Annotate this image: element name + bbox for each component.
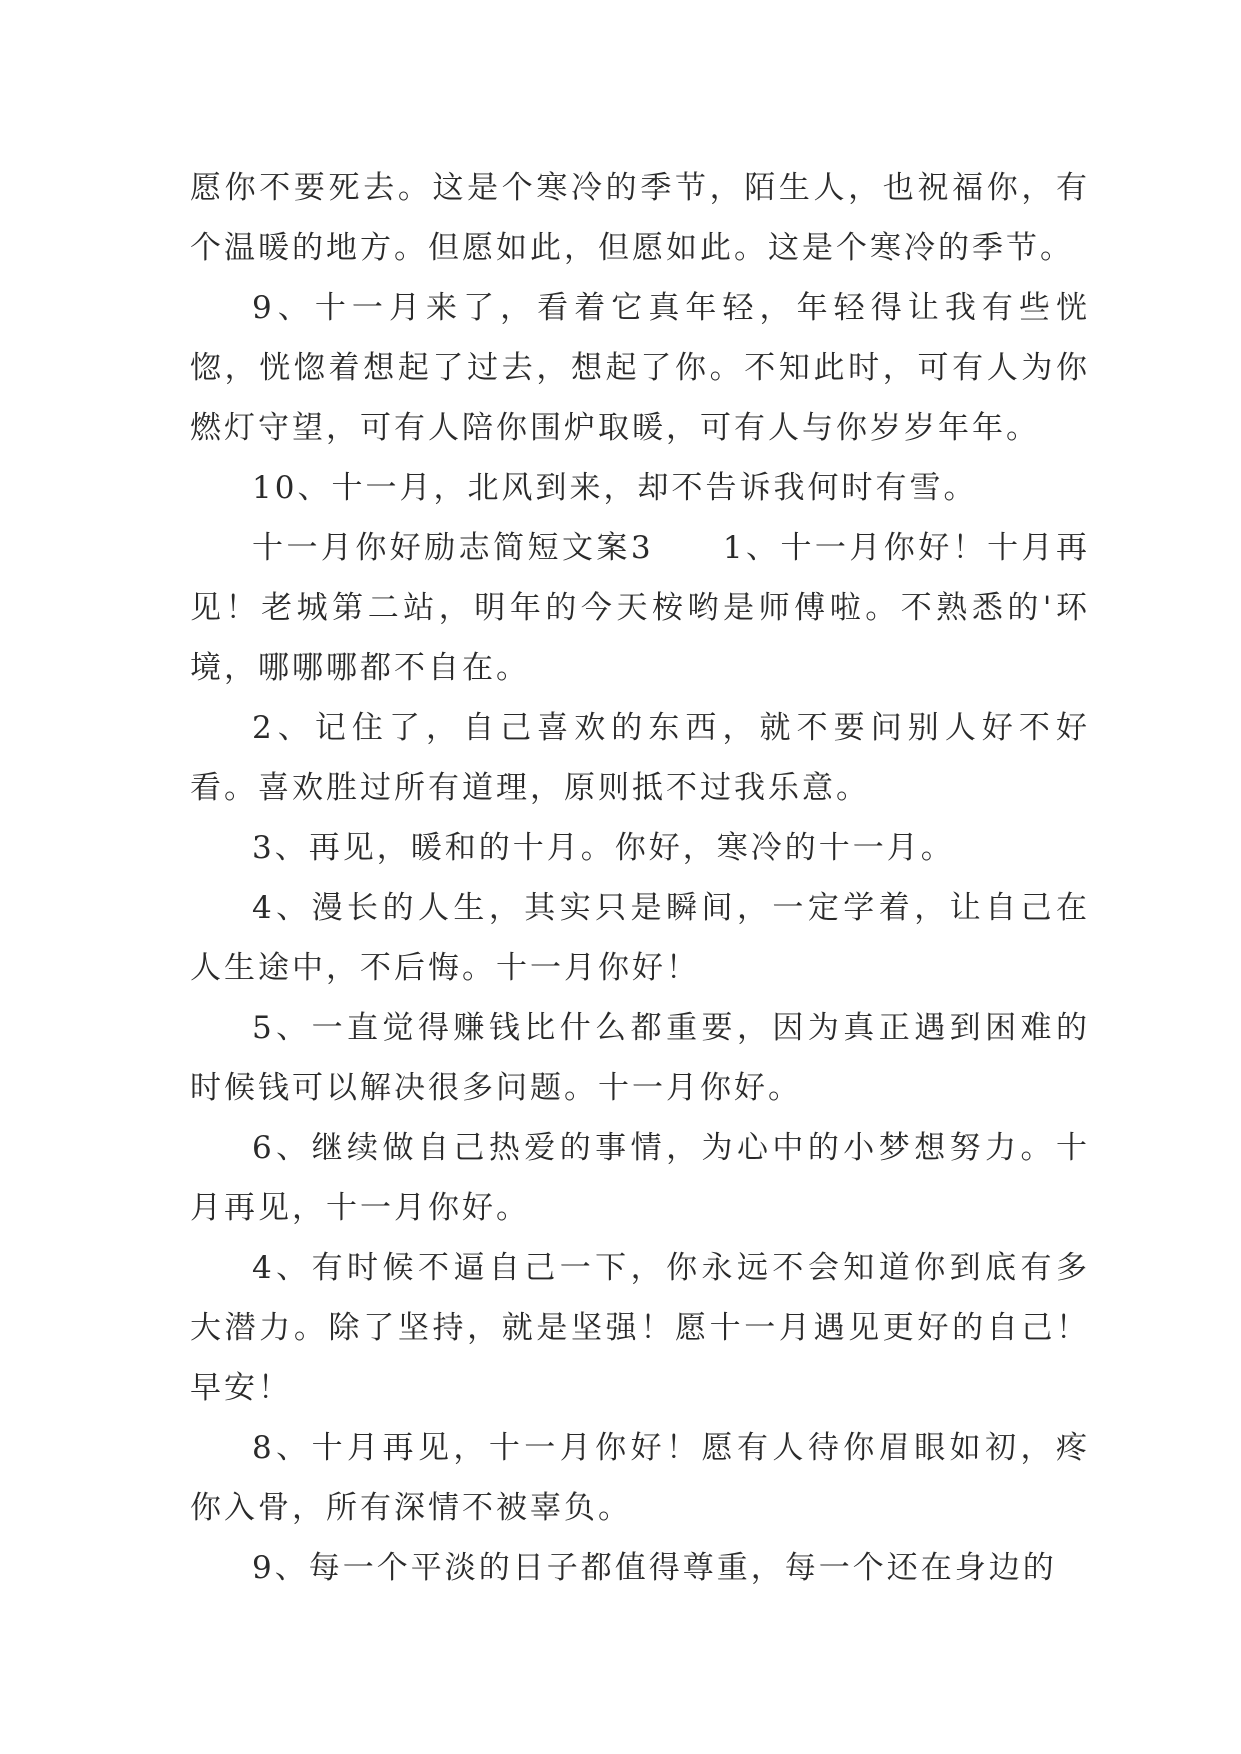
paragraph-9: 6、继续做自己热爱的事情，为心中的小梦想努力。十月再见，十一月你好。	[190, 1130, 1090, 1226]
paragraph-12: 9、每一个平淡的日子都值得尊重，每一个还在身边的	[252, 1550, 1057, 1586]
paragraph-4: 十一月你好励志简短文案3 1、十一月你好！十月再见！老城第二站，明年的今天桉哟是师傅啦。不熟悉的'环境，哪哪哪都不自在。	[190, 530, 1090, 686]
paragraph-7: 4、漫长的人生，其实只是瞬间，一定学着，让自己在人生途中，不后悔。十一月你好！	[190, 890, 1090, 986]
paragraph-11: 8、十月再见，十一月你好！愿有人待你眉眼如初，疼你入骨，所有深情不被辜负。	[190, 1430, 1090, 1526]
paragraph-6: 3、再见，暖和的十月。你好，寒冷的十一月。	[252, 830, 955, 866]
paragraph-1: 愿你不要死去。这是个寒冷的季节，陌生人，也祝福你，有个温暖的地方。但愿如此，但愿如此。这是个寒冷的季节。	[190, 170, 1090, 266]
paragraph-5: 2、记住了，自己喜欢的东西，就不要问别人好不好看。喜欢胜过所有道理，原则抵不过我乐意。	[190, 710, 1090, 806]
document-body	[190, 158, 1090, 1598]
paragraph-8: 5、一直觉得赚钱比什么都重要，因为真正遇到困难的时候钱可以解决很多问题。十一月你好。	[190, 1010, 1090, 1106]
paragraph-10: 4、有时候不逼自己一下，你永远不会知道你到底有多大潜力。除了坚持，就是坚强！愿十一月遇见更好的自己！早安！	[190, 1250, 1090, 1406]
paragraph-3: 10、十一月，北风到来，却不告诉我何时有雪。	[252, 470, 978, 506]
paragraph-2: 9、十一月来了，看着它真年轻，年轻得让我有些恍惚，恍惚着想起了过去，想起了你。不知此时，可有人为你燃灯守望，可有人陪你围炉取暖，可有人与你岁岁年年。	[190, 290, 1090, 446]
